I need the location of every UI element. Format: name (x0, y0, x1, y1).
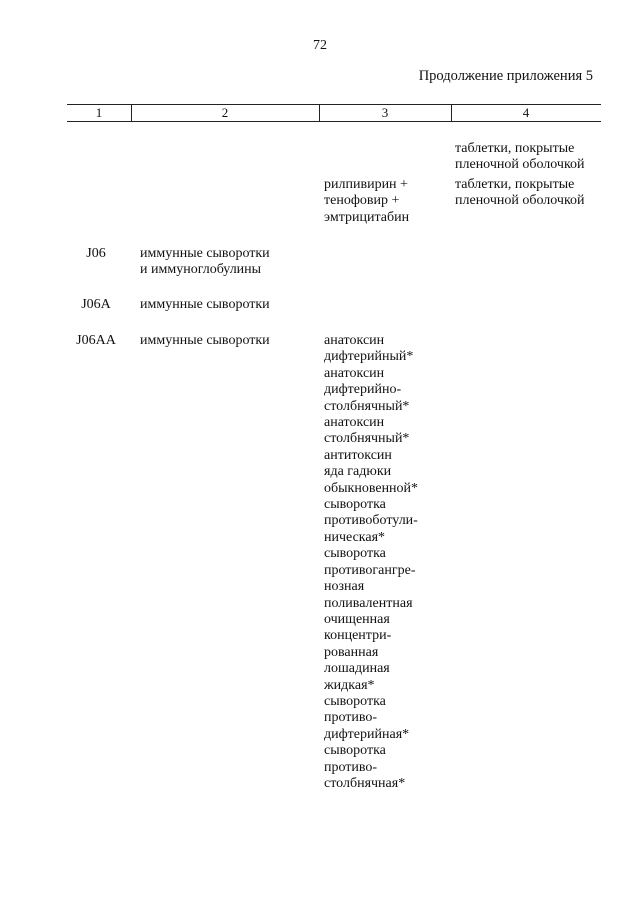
header-col-4: 4 (522, 105, 530, 120)
table-row-code: J06AA (76, 333, 116, 348)
table-row-code: J06 (86, 246, 106, 261)
table-row-group: иммунные сыворотки (140, 333, 270, 348)
table-row-drug: анатоксин дифтерийный* анатоксин дифтерийно- столбнячный* анатоксин столбнячный* антитоксин яда гадюки обыкновенной* сыворотка противоботули- ническая* сыворотка противогангре- нозная поливалентная очищенная концентри- рованная лошадиная жидкая* сыворотка противо- дифтерийная* сыворотка противо- столбнячная* (324, 333, 419, 791)
continuation-title: Продолжение приложения 5 (418, 68, 593, 84)
table-row-group: иммунные сыворотки и иммуноглобулины (140, 246, 270, 278)
header-col-1: 1 (95, 105, 103, 120)
table-row-drug: рилпивирин + тенофовир + эмтрицитабин (324, 177, 410, 225)
page-number: 72 (313, 38, 327, 53)
header-col-3: 3 (381, 105, 389, 120)
table-row-code: J06A (81, 297, 111, 312)
table-row-form: таблетки, покрытые пленочной оболочкой (455, 141, 585, 173)
table-row-form: таблетки, покрытые пленочной оболочкой (455, 177, 585, 209)
table-header-row (67, 104, 601, 122)
table-row-group: иммунные сыворотки (140, 297, 270, 312)
header-col-2: 2 (221, 105, 229, 120)
